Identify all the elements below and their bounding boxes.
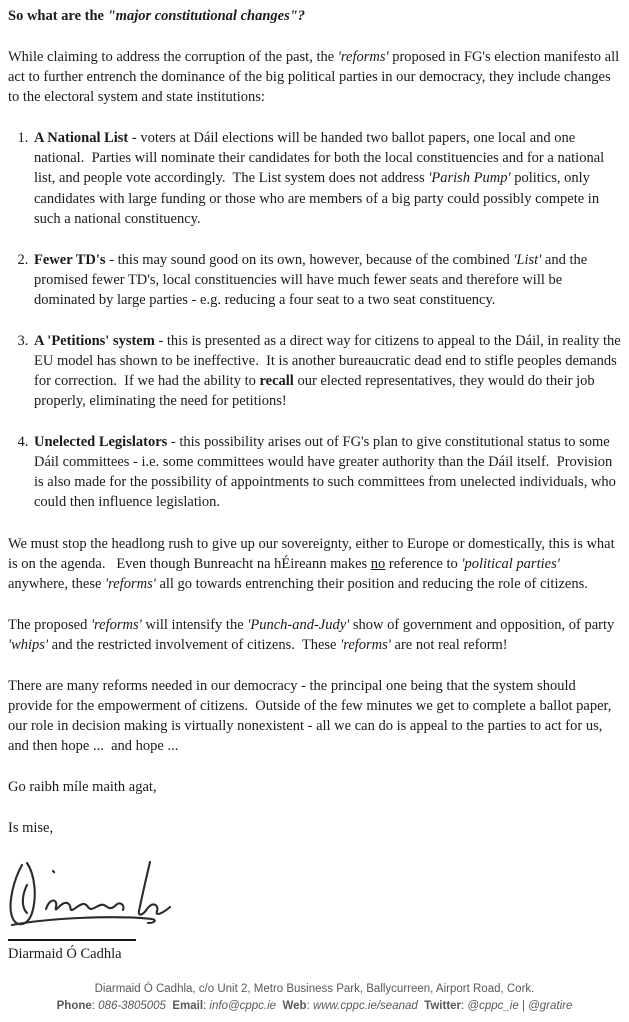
closing-line: Is mise, bbox=[8, 820, 54, 837]
signature bbox=[8, 859, 188, 937]
list-item-fewer-tds: 2. Fewer TD's - this may sound good on its own, however, because of the combined 'List' and the promised fewer TD's, local constituencies will have much fewer seats and therefore will be dominated by large parties - e.g. reducing a four seat to a two seat constituency. bbox=[32, 250, 621, 310]
thanks-line: Go raibh míle maith agat, bbox=[8, 779, 157, 796]
reforms-needed-paragraph: There are many reforms needed in our democracy - the principal one being that the system should provide for the empowerment of citizens. Outside of the few minutes we get to complete a ballot paper, our role in decision making is virtually nonexistent - all we can do is appeal to the parties to act for us, and then hope ... and hope ... bbox=[8, 677, 616, 755]
footer-contact-line: Phone: 086-3805005 Email: info@cppc.ie Web: www.cppc.ie/seanad Twitter: @cppc_ie | @gratire bbox=[56, 1000, 573, 1013]
footer-address-line: Diarmaid Ó Cadhla, c/o Unit 2, Metro Business Park, Ballycurreen, Airport Road, Cork. bbox=[94, 982, 535, 995]
list-item-petitions-system: 3. A 'Petitions' system - this is presented as a direct way for citizens to appeal to the Dáil, in reality the EU model has shown to be ineffective. It is another bureaucratic dead end to stifle peoples demands for correction. If we had the ability to recall our elected representatives, they would do their job properly, eliminating the need for petitions! bbox=[32, 331, 621, 411]
letter-heading: So what are the "major constitutional changes"? bbox=[8, 8, 306, 24]
sovereignty-paragraph: We must stop the headlong rush to give up our sovereignty, either to Europe or domestically, this is what is on the agenda. Even though Bunreacht na hÉireann makes no reference to 'political parties' anywhere, these 'reforms' all go towards entrenching their position and reducing the role of citizens. bbox=[8, 535, 619, 592]
list-item-national-list: 1. A National List - voters at Dáil elections will be handed two ballot papers, one local and one national. Parties will nominate their candidates for both the local constituencies and for a national list, and people vote accordingly. The List system does not address 'Parish Pump' politics, only candidates with large funding or those who are members of a big party could possibly compete in such a national constituency. bbox=[32, 128, 621, 228]
signatory-name: Diarmaid Ó Cadhla bbox=[8, 946, 122, 963]
intro-paragraph: While claiming to address the corruption of the past, the 'reforms' proposed in FG's election manifesto all act to further entrench the dominance of the big political parties in our democracy, they include changes to the electoral system and state institutions: bbox=[8, 49, 623, 106]
reforms-list bbox=[8, 128, 625, 512]
footer bbox=[8, 981, 621, 1017]
list-item-unelected-legislators: 4. Unelected Legislators - this possibility arises out of FG's plan to give constitutional status to some Dáil committees - i.e. some committees would have greater authority than the Dáil itself. Provision is also made for the possibility of appointments to such committees from unelected individuals, who could then influence legislation. bbox=[32, 432, 621, 512]
letter-body bbox=[8, 6, 625, 838]
signature-rule bbox=[8, 939, 136, 941]
signature-area bbox=[8, 859, 621, 937]
punch-and-judy-paragraph: The proposed 'reforms' will intensify the 'Punch-and-Judy' show of government and opposition, of party 'whips' and the restricted involvement of citizens. These 'reforms' are not real reform! bbox=[8, 616, 618, 653]
